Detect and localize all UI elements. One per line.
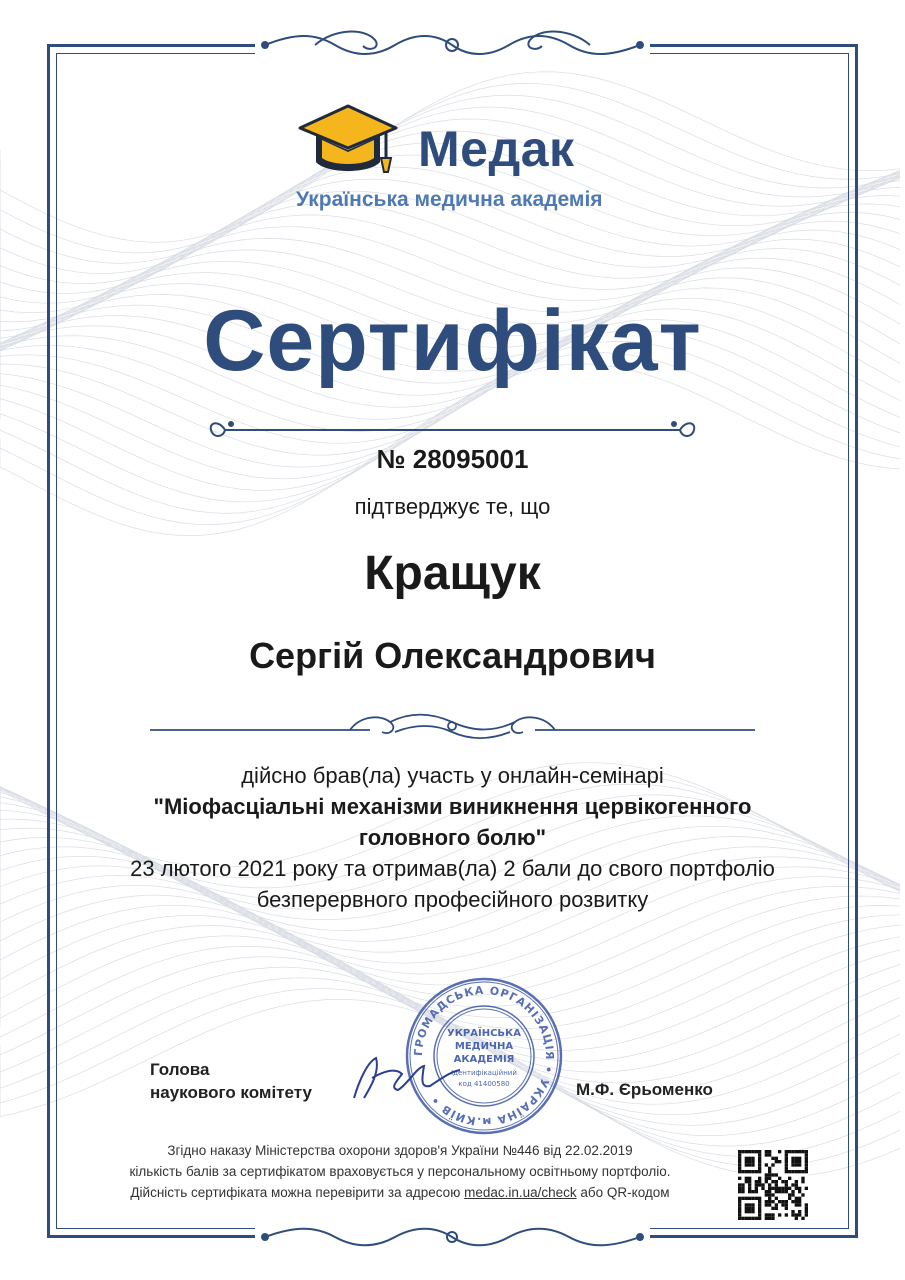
brand-subtitle: Українська медична академія [296, 188, 603, 211]
certificate-number: № 28095001 [376, 444, 529, 474]
footer-line-2: кількість балів за сертифікатом враховується у персональному освітньому портфоліо. [129, 1164, 671, 1179]
seminar-title-line-1: "Міофасціальні механізми виникнення цервікогенного [153, 794, 752, 819]
bottom-ornament [255, 1222, 650, 1252]
name-divider [150, 706, 755, 740]
body-line-3: 23 лютого 2021 року та отримав(ла) 2 бали до свого портфоліо [130, 856, 775, 881]
body-line-1: дійсно брав(ла) участь у онлайн-семінарі [241, 763, 664, 788]
confirm-text: підтверджує те, що [354, 494, 551, 519]
signatory-role-line-2: наукового комітету [150, 1083, 312, 1102]
brand-name: Медак [418, 121, 575, 177]
certificate-title: Сертифікат [203, 293, 702, 389]
footer-line-1: Згідно наказу Міністерства охорони здоров'я України №446 від 22.02.2019 [167, 1143, 633, 1158]
footer-line-3-end: або QR-кодом [576, 1185, 670, 1200]
qr-code-icon[interactable] [738, 1150, 808, 1220]
body-line-4: безперервного професійного розвитку [256, 887, 649, 912]
footer-line-3 [80, 1182, 720, 1203]
stamp-ring-text: ГРОМАДСЬКА ОРГАНІЗАЦІЯ • УКРАЇНА м.КИЇВ • [411, 983, 557, 1129]
stamp-center-line-3: АКАДЕМІЯ [453, 1054, 515, 1065]
recipient-given-name: Сергій Олександрович [249, 635, 656, 676]
seminar-title-line-2: головного болю" [358, 825, 547, 850]
footer-line-3-start: Дійсність сертифіката можна перевірити за адресою [130, 1185, 465, 1200]
handwritten-signature [346, 1048, 466, 1108]
stamp-center-line-2: МЕДИЧНА [454, 1041, 514, 1052]
top-ornament [255, 28, 650, 62]
recipient-surname: Кращук [364, 547, 541, 600]
certificate-body [70, 760, 835, 915]
stamp-center-line-1: УКРАЇНСЬКА [447, 1028, 521, 1039]
title-divider [205, 416, 700, 444]
signatory-role-line-1: Голова [150, 1060, 210, 1079]
signatory-role [150, 1058, 312, 1104]
signatory-name: М.Ф. Єрьоменко [576, 1080, 713, 1099]
stamp-center-line-5: код 41400580 [458, 1080, 510, 1088]
stamp-center-line-4: Ідентифікаційний [451, 1069, 517, 1077]
footer-notice [80, 1140, 720, 1203]
verification-link[interactable]: medac.in.ua/check [464, 1185, 577, 1200]
graduation-cap-icon [296, 100, 400, 178]
